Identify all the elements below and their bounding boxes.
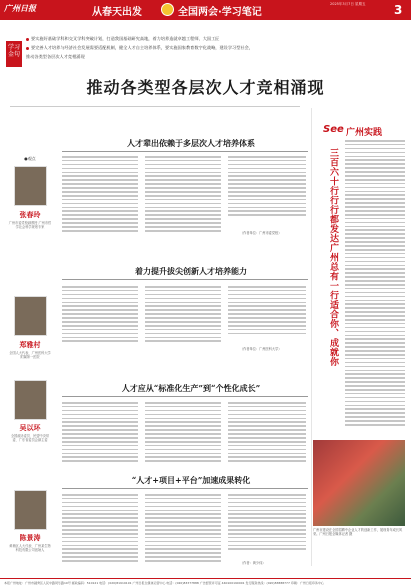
author-portrait: [14, 380, 47, 420]
author-caption: 全国人大代表、广州医科大学附属第一医院: [9, 351, 51, 360]
footer-info: 本报广州地址：广州市越秀区人民中路同乐路10号 邮政编码：510121 电话：(020)81919191 广州日报全媒体运营中心 电话：(020)83377888 广告经营许可证 440100190001 发行服务热线：(020)83888777 印刷：广州日报印务中心: [0, 578, 411, 587]
text-column: [145, 494, 221, 566]
text-column: [145, 402, 221, 468]
national-emblem-icon: [161, 3, 174, 16]
author-name: 陈景涛: [19, 533, 41, 542]
author-name: 郑雅村: [19, 340, 41, 349]
vertical-headline: 三百六十行行行都发达广州总有一行适合你、成就你: [328, 148, 338, 367]
author-caption: 广州市委党校副教授 广州市哲学社会科学规划专家: [8, 221, 52, 230]
text-column: [145, 286, 221, 348]
author-portrait: [14, 166, 47, 206]
divider: [62, 396, 308, 397]
end-note: （作者单位：广州市委党校）: [240, 231, 282, 235]
text-column: [145, 156, 221, 236]
photo-caption: 广州市建设在全国招聘中企业人才的创新工作，展现青年成长风采。广州日报全媒体记者 摄: [313, 528, 403, 536]
sidebar-title: 广州实践: [346, 128, 383, 138]
column-title: 全国两会·学习笔记: [178, 7, 262, 18]
text-column: [228, 156, 306, 222]
summary-line: 要完善人才培养与经济社会发展需要适配机制，健全人才自主培养体系，要实施国家教育数字化战略，建设学习型社会，: [26, 45, 253, 51]
text-column: [62, 286, 138, 348]
text-column: [62, 402, 138, 468]
end-note: （作者单位：广州医科大学）: [240, 347, 282, 351]
author-name: 张春玲: [19, 210, 41, 219]
see-tag: See: [323, 124, 344, 135]
summary-badge: 学习 金句: [6, 41, 22, 67]
section-title: 从春天出发: [92, 7, 142, 18]
divider: [62, 488, 308, 489]
author-portrait: [14, 490, 47, 530]
divider: [10, 106, 300, 107]
author-portrait: [14, 296, 47, 336]
byline-label: ●观点: [24, 156, 36, 161]
section-heading-2: 着力提升拔尖创新人才培养能力: [135, 266, 247, 276]
text-column: [228, 494, 306, 554]
text-column: [228, 402, 306, 468]
section-heading-1: 人才辈出依赖于多层次人才培养体系: [127, 138, 255, 148]
event-photo: [313, 440, 405, 526]
divider: [62, 279, 308, 280]
bullet-icon: [26, 47, 29, 50]
author-name: 吴以环: [19, 423, 41, 432]
text-column: [62, 156, 138, 236]
author-caption: 黄埔区人大代表、广州某生物科技有限公司创始人: [9, 544, 51, 553]
page-number: 3: [394, 3, 403, 17]
sidebar-text: [345, 140, 405, 434]
main-headline: 推动各类型各层次人才竞相涌现: [86, 78, 325, 97]
section-heading-4: “人才+项目+平台”加速成果转化: [131, 475, 251, 485]
section-heading-3: 人才应从“标准化生产”到“个性化成长”: [121, 383, 261, 393]
summary-line: 推动各类型各层次人才竞相涌现: [26, 54, 85, 59]
author-caption: 全国政协委员、民盟中央常委、广东省委员会副主委: [10, 434, 50, 443]
text-column: [228, 286, 306, 342]
divider: [62, 151, 308, 152]
bullet-icon: [26, 38, 29, 41]
text-column: [62, 494, 138, 566]
newspaper-logo: 广州日报: [4, 3, 36, 13]
summary-line: 要实施好基础学科和交叉学科突破计划，打造我国基础研究高地，着力培养造就卓越工程师、大国工匠: [26, 36, 219, 42]
end-note: （作者：黄少伟）: [240, 561, 266, 565]
issue-date: 2025年3月7日 星期五: [330, 2, 366, 6]
